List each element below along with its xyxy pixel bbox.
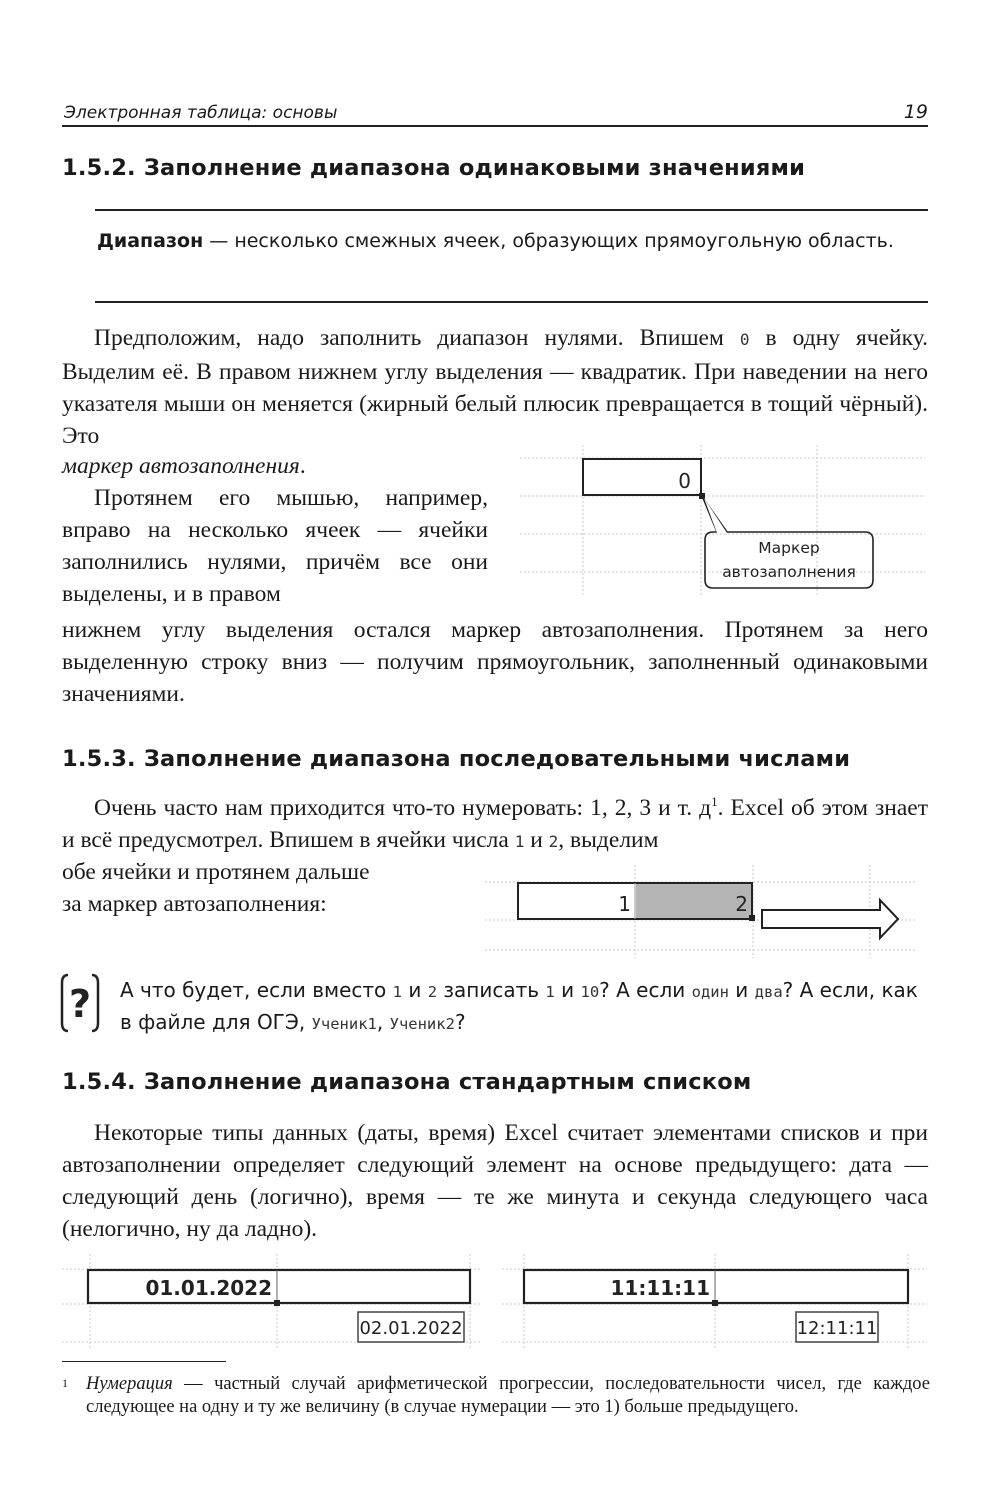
paragraph-1-5-2-b: Протянем его мышью, например, вправо на несколько ячеек — ячейки заполнились нулями, причём все они выделены, и в правом <box>62 485 488 607</box>
running-header <box>62 101 928 127</box>
question-icon <box>60 973 100 1033</box>
question-text: А что будет, если вместо 1 и 2 записать 1 и 10? А если один и два? А если, как в файле для ОГЭ, Ученик1, Ученик2? <box>120 978 918 1034</box>
definition-box <box>97 226 929 256</box>
running-header-title: Электронная таблица: основы <box>64 103 338 123</box>
date-cell: 01.01.2022 <box>145 1276 272 1300</box>
fill-handle-2 <box>749 915 755 921</box>
right-arrow-icon <box>762 900 898 938</box>
figure-autofill-marker <box>505 440 930 600</box>
heading-1-5-4: 1.5.4. Заполнение диапазона стандартным списком <box>62 1069 752 1095</box>
fill-handle <box>699 493 705 499</box>
footnote <box>62 1373 930 1419</box>
code-zero: 0 <box>739 330 750 349</box>
callout-line2: автозаполнения <box>722 563 856 581</box>
term-autofill-marker: маркер автозаполнения. <box>62 453 306 479</box>
time-selection <box>524 1270 908 1303</box>
paragraph-1-5-2-c: нижнем углу выделения остался маркер автозаполнения. Протянем за него выделенную строку вниз — получим прямоугольник, заполненный одинаковыми значениями. <box>62 617 928 707</box>
paragraph-1-5-3-c: за маркер автозаполнения: <box>62 891 327 917</box>
paragraph-1-5-4: Некоторые типы данных (даты, время) Excel считает элементами списков и при автозаполнении определяет следующий элемент на основе предыдущего: дата — следующий день (логично), время — те же минута и секунда следующего часа (нелогично, ну да ладно). <box>62 1120 928 1242</box>
page-number: 19 <box>903 101 928 123</box>
definition-top-rule <box>95 209 928 211</box>
code-one: 1 <box>514 832 525 851</box>
definition-term: Диапазон <box>97 230 204 252</box>
footnote-ref: 1 <box>711 794 718 809</box>
cell-1: 1 <box>618 892 631 916</box>
figure-number-sequence <box>485 860 925 960</box>
footnote-rule <box>62 1361 226 1362</box>
definition-bottom-rule <box>95 301 928 303</box>
figure-standard-list <box>62 1250 932 1350</box>
paragraph-1-5-3-b: обе ячейки и протянем дальше <box>62 859 370 885</box>
heading-1-5-3: 1.5.3. Заполнение диапазона последовательными числами <box>62 746 851 772</box>
question-mark: ? <box>68 982 92 1026</box>
code-two: 2 <box>548 832 559 851</box>
date-tooltip-text: 02.01.2022 <box>359 1318 463 1339</box>
footnote-term: Нумерация <box>86 1374 173 1394</box>
cell-2: 2 <box>735 892 748 916</box>
date-fill-handle <box>274 1300 280 1306</box>
footnote-text: — частный случай арифметической прогрессии, последовательности чисел, где каждое следующее на одну и ту же величину (в случае нумерации — это 1) больше предыдущего. <box>86 1374 930 1417</box>
heading-1-5-2: 1.5.2. Заполнение диапазона одинаковыми значениями <box>62 155 806 181</box>
definition-text: — несколько смежных ячеек, образующих прямоугольную область. <box>203 230 894 252</box>
time-fill-handle <box>712 1300 718 1306</box>
paragraph-1-5-3-a: Очень часто нам приходится что-то нумеровать: 1, 2, 3 и т. $д^1$. Excel об этом знает и всё предусмотрел. Впишем в ячейки числа 1 и 2, выделим <box>62 794 928 853</box>
time-cell: 11:11:11 <box>610 1276 710 1300</box>
cell-value: 0 <box>678 469 691 493</box>
callout-line1: Маркер <box>758 539 820 557</box>
time-tooltip-text: 12:11:11 <box>796 1318 878 1339</box>
paragraph-1-5-2-a: Предположим, надо заполнить диапазон нулями. Впишем 0 в одну ячейку. Выделим её. В правом нижнем углу выделения — квадратик. При наведении на него указателя мыши он меняется (жирный белый плюсик превращается в тощий чёрный). Это <box>62 325 928 449</box>
footnote-number: 1 <box>62 1376 68 1390</box>
